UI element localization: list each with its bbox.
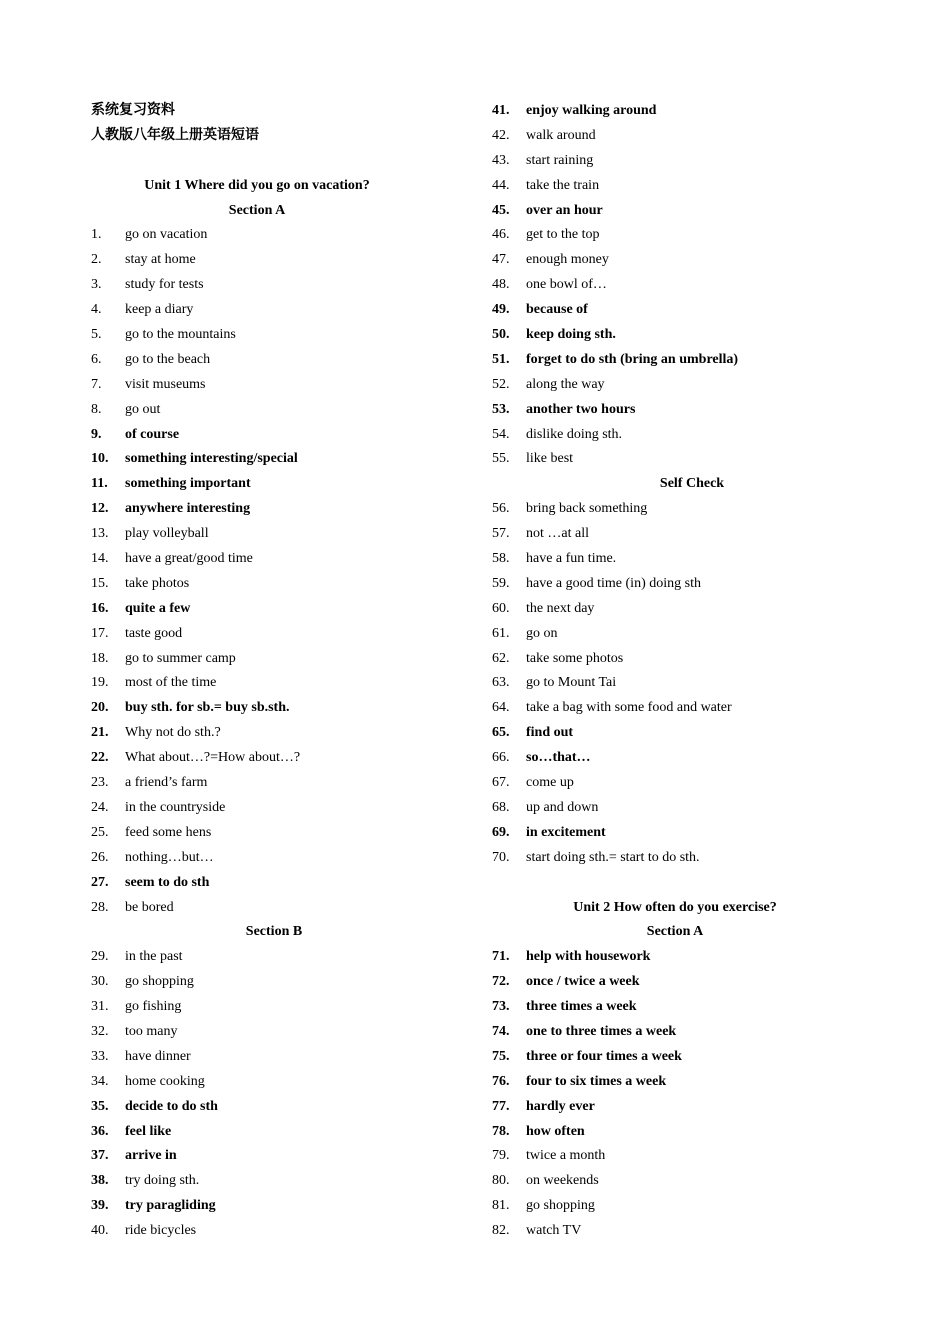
phrase-number: 52. bbox=[492, 376, 510, 392]
phrase-text: enough money bbox=[526, 252, 609, 268]
phrase-item bbox=[492, 1020, 892, 1045]
self-check-heading: Self Check bbox=[659, 476, 725, 492]
phrase-number: 68. bbox=[492, 799, 510, 815]
phrase-item bbox=[492, 622, 892, 647]
doc-subtitle: 人教版八年级上册英语短语 bbox=[91, 127, 259, 143]
phrase-number: 9. bbox=[91, 426, 102, 442]
phrase-number: 37. bbox=[91, 1148, 109, 1164]
phrase-number: 64. bbox=[492, 700, 510, 716]
phrase-text: get to the top bbox=[526, 227, 600, 243]
phrase-item bbox=[492, 248, 892, 273]
phrase-text: nothing…but… bbox=[125, 849, 214, 865]
phrase-number: 13. bbox=[91, 526, 109, 542]
phrase-number: 23. bbox=[91, 775, 109, 791]
phrase-item bbox=[91, 1120, 457, 1145]
phrase-item bbox=[91, 572, 457, 597]
phrase-text: study for tests bbox=[125, 277, 204, 293]
phrase-number: 43. bbox=[492, 152, 510, 168]
phrase-text: take a bag with some food and water bbox=[526, 700, 732, 716]
phrase-text: keep a diary bbox=[125, 302, 194, 318]
phrase-number: 39. bbox=[91, 1198, 109, 1214]
phrase-text: one bowl of… bbox=[526, 277, 607, 293]
phrase-text: go to the mountains bbox=[125, 327, 236, 343]
phrase-number: 33. bbox=[91, 1048, 109, 1064]
phrase-item bbox=[91, 671, 457, 696]
phrase-number: 74. bbox=[492, 1023, 510, 1039]
phrase-number: 60. bbox=[492, 600, 510, 616]
phrase-number: 49. bbox=[492, 302, 510, 318]
phrase-item bbox=[91, 995, 457, 1020]
phrase-item bbox=[91, 746, 457, 771]
phrase-text: something interesting/special bbox=[125, 451, 298, 467]
phrase-item bbox=[492, 497, 892, 522]
phrase-number: 42. bbox=[492, 127, 510, 143]
phrase-item bbox=[492, 1045, 892, 1070]
phrase-text: once / twice a week bbox=[526, 974, 640, 990]
phrase-item bbox=[492, 298, 892, 323]
phrase-item bbox=[91, 647, 457, 672]
phrase-number: 18. bbox=[91, 650, 109, 666]
phrase-text: go to Mount Tai bbox=[526, 675, 617, 691]
phrase-text: take the train bbox=[526, 177, 600, 193]
phrase-text: try paragliding bbox=[125, 1198, 216, 1214]
phrase-text: along the way bbox=[526, 376, 605, 392]
phrase-number: 73. bbox=[492, 999, 510, 1015]
phrase-text: have dinner bbox=[125, 1048, 191, 1064]
phrase-item bbox=[492, 647, 892, 672]
phrase-text: come up bbox=[526, 775, 574, 791]
phrase-text: start doing sth.= start to do sth. bbox=[526, 849, 700, 865]
phrase-number: 5. bbox=[91, 327, 102, 343]
phrase-list-self-check bbox=[492, 497, 892, 870]
phrase-number: 81. bbox=[492, 1198, 510, 1214]
phrase-item bbox=[492, 671, 892, 696]
phrase-item bbox=[91, 447, 457, 472]
phrase-text: decide to do sth bbox=[125, 1098, 218, 1114]
phrase-number: 77. bbox=[492, 1098, 510, 1114]
phrase-text: too many bbox=[125, 1023, 178, 1039]
phrase-text: have a fun time. bbox=[526, 551, 617, 567]
phrase-item bbox=[91, 223, 457, 248]
phrase-item bbox=[492, 1219, 892, 1244]
phrase-text: start raining bbox=[526, 152, 594, 168]
phrase-text: bring back something bbox=[526, 501, 648, 517]
phrase-number: 58. bbox=[492, 551, 510, 567]
section-a-heading: Section A bbox=[228, 202, 286, 218]
phrase-item bbox=[91, 273, 457, 298]
phrase-item bbox=[91, 846, 457, 871]
phrase-text: go to the beach bbox=[125, 351, 211, 367]
phrase-item bbox=[91, 248, 457, 273]
phrase-number: 59. bbox=[492, 575, 510, 591]
phrase-number: 72. bbox=[492, 974, 510, 990]
phrase-text: seem to do sth bbox=[125, 874, 210, 890]
phrase-number: 70. bbox=[492, 849, 510, 865]
phrase-item bbox=[91, 1020, 457, 1045]
phrase-item bbox=[492, 945, 892, 970]
phrase-list-unit1-section-a bbox=[91, 223, 457, 920]
phrase-number: 21. bbox=[91, 725, 109, 741]
spacer bbox=[492, 871, 892, 896]
phrase-text: feel like bbox=[125, 1123, 172, 1139]
phrase-number: 7. bbox=[91, 376, 102, 392]
phrase-item bbox=[91, 373, 457, 398]
phrase-text: three times a week bbox=[526, 999, 637, 1015]
section-b-heading: Section B bbox=[245, 924, 303, 940]
phrase-number: 1. bbox=[91, 227, 102, 243]
phrase-text: because of bbox=[526, 302, 588, 318]
phrase-text: take photos bbox=[125, 575, 190, 591]
phrase-number: 61. bbox=[492, 625, 510, 641]
phrase-item bbox=[91, 970, 457, 995]
phrase-text: one to three times a week bbox=[526, 1023, 677, 1039]
phrase-number: 78. bbox=[492, 1123, 510, 1139]
phrase-text: take some photos bbox=[526, 650, 624, 666]
phrase-text: help with housework bbox=[526, 949, 651, 965]
phrase-item bbox=[492, 1194, 892, 1219]
phrase-item bbox=[492, 696, 892, 721]
phrase-item bbox=[91, 622, 457, 647]
phrase-text: What about…?=How about…? bbox=[125, 750, 301, 766]
phrase-number: 41. bbox=[492, 103, 510, 118]
phrase-number: 28. bbox=[91, 899, 109, 915]
phrase-number: 32. bbox=[91, 1023, 109, 1039]
phrase-item bbox=[91, 298, 457, 323]
unit2-section-a-heading: Section A bbox=[646, 924, 704, 940]
phrase-text: play volleyball bbox=[125, 526, 209, 542]
phrase-item bbox=[91, 1045, 457, 1070]
phrase-list-unit2-section-a bbox=[492, 945, 892, 1244]
phrase-item bbox=[91, 945, 457, 970]
phrase-item bbox=[91, 696, 457, 721]
phrase-text: go shopping bbox=[526, 1198, 595, 1214]
phrase-item bbox=[492, 597, 892, 622]
phrase-text: most of the time bbox=[125, 675, 217, 691]
phrase-text: go out bbox=[125, 401, 161, 417]
phrase-number: 12. bbox=[91, 501, 109, 517]
phrase-text: up and down bbox=[526, 799, 599, 815]
phrase-text: feed some hens bbox=[125, 824, 212, 840]
phrase-text: home cooking bbox=[125, 1073, 205, 1089]
phrase-item bbox=[492, 373, 892, 398]
phrase-text: in excitement bbox=[526, 824, 606, 840]
phrase-item bbox=[492, 1095, 892, 1120]
phrase-item bbox=[91, 472, 457, 497]
phrase-number: 54. bbox=[492, 426, 510, 442]
phrase-item bbox=[91, 1144, 457, 1169]
phrase-number: 62. bbox=[492, 650, 510, 666]
phrase-list-unit1-section-b bbox=[91, 945, 457, 1244]
phrase-text: in the past bbox=[125, 949, 183, 965]
phrase-number: 75. bbox=[492, 1048, 510, 1064]
phrase-number: 82. bbox=[492, 1223, 510, 1239]
phrase-number: 46. bbox=[492, 227, 510, 243]
phrase-number: 67. bbox=[492, 775, 510, 791]
phrase-number: 71. bbox=[492, 949, 510, 965]
phrase-text: forget to do sth (bring an umbrella) bbox=[526, 351, 739, 367]
phrase-item bbox=[492, 223, 892, 248]
phrase-number: 27. bbox=[91, 874, 109, 890]
phrase-number: 55. bbox=[492, 451, 510, 467]
phrase-number: 65. bbox=[492, 725, 510, 741]
phrase-item bbox=[91, 323, 457, 348]
phrase-item bbox=[492, 99, 892, 124]
phrase-number: 6. bbox=[91, 351, 102, 367]
phrase-item bbox=[492, 1169, 892, 1194]
phrase-number: 57. bbox=[492, 526, 510, 542]
phrase-number: 20. bbox=[91, 700, 109, 716]
phrase-text: go on vacation bbox=[125, 227, 208, 243]
phrase-text: on weekends bbox=[526, 1173, 599, 1189]
phrase-number: 14. bbox=[91, 551, 109, 567]
phrase-item bbox=[91, 896, 457, 921]
phrase-number: 40. bbox=[91, 1223, 109, 1239]
phrase-item bbox=[91, 497, 457, 522]
phrase-number: 36. bbox=[91, 1123, 109, 1139]
phrase-text: a friend’s farm bbox=[125, 775, 208, 791]
phrase-text: in the countryside bbox=[125, 799, 226, 815]
phrase-text: not …at all bbox=[526, 526, 589, 542]
phrase-number: 24. bbox=[91, 799, 109, 815]
phrase-item bbox=[91, 398, 457, 423]
phrase-item bbox=[91, 547, 457, 572]
phrase-number: 34. bbox=[91, 1073, 109, 1089]
phrase-item bbox=[492, 1070, 892, 1095]
phrase-item bbox=[492, 522, 892, 547]
phrase-number: 2. bbox=[91, 252, 102, 268]
phrase-text: taste good bbox=[125, 625, 183, 641]
phrase-number: 3. bbox=[91, 277, 102, 293]
phrase-text: something important bbox=[125, 476, 251, 492]
phrase-text: anywhere interesting bbox=[125, 501, 251, 517]
phrase-number: 17. bbox=[91, 625, 109, 641]
phrase-text: over an hour bbox=[526, 202, 603, 218]
phrase-item bbox=[91, 1219, 457, 1244]
spacer bbox=[91, 149, 457, 174]
phrase-item bbox=[492, 1120, 892, 1145]
phrase-text: like best bbox=[526, 451, 574, 467]
phrase-item bbox=[91, 348, 457, 373]
phrase-text: dislike doing sth. bbox=[526, 426, 623, 442]
phrase-number: 16. bbox=[91, 600, 109, 616]
phrase-text: watch TV bbox=[526, 1223, 582, 1239]
phrase-item bbox=[492, 423, 892, 448]
phrase-text: go shopping bbox=[125, 974, 194, 990]
phrase-number: 26. bbox=[91, 849, 109, 865]
phrase-number: 19. bbox=[91, 675, 109, 691]
phrase-text: quite a few bbox=[125, 600, 191, 616]
phrase-number: 50. bbox=[492, 327, 510, 343]
phrase-number: 22. bbox=[91, 750, 109, 766]
phrase-number: 8. bbox=[91, 401, 102, 417]
unit1-heading: Unit 1 Where did you go on vacation? bbox=[144, 177, 370, 193]
phrase-text: another two hours bbox=[526, 401, 636, 417]
phrase-item bbox=[91, 1169, 457, 1194]
phrase-number: 48. bbox=[492, 277, 510, 293]
phrase-text: three or four times a week bbox=[526, 1048, 682, 1064]
phrase-text: how often bbox=[526, 1123, 585, 1139]
phrase-number: 80. bbox=[492, 1173, 510, 1189]
phrase-item bbox=[492, 547, 892, 572]
phrase-number: 79. bbox=[492, 1148, 510, 1164]
phrase-text: the next day bbox=[526, 600, 595, 616]
phrase-item bbox=[91, 423, 457, 448]
phrase-text: walk around bbox=[526, 127, 596, 143]
phrase-item bbox=[91, 796, 457, 821]
phrase-item bbox=[492, 398, 892, 423]
phrase-text: four to six times a week bbox=[526, 1073, 667, 1089]
right-column bbox=[492, 99, 892, 1244]
phrase-text: have a great/good time bbox=[125, 551, 253, 567]
phrase-item bbox=[492, 746, 892, 771]
phrase-text: stay at home bbox=[125, 252, 196, 268]
phrase-number: 47. bbox=[492, 252, 510, 268]
phrase-number: 38. bbox=[91, 1173, 109, 1189]
phrase-number: 69. bbox=[492, 824, 510, 840]
phrase-item bbox=[91, 771, 457, 796]
phrase-item bbox=[91, 1095, 457, 1120]
phrase-number: 51. bbox=[492, 351, 510, 367]
phrase-number: 35. bbox=[91, 1098, 109, 1114]
phrase-item bbox=[492, 796, 892, 821]
phrase-text: hardly ever bbox=[526, 1098, 595, 1114]
phrase-number: 30. bbox=[91, 974, 109, 990]
phrase-number: 63. bbox=[492, 675, 510, 691]
phrase-item bbox=[492, 572, 892, 597]
phrase-item bbox=[492, 447, 892, 472]
phrase-item bbox=[492, 995, 892, 1020]
phrase-number: 45. bbox=[492, 202, 510, 218]
phrase-number: 15. bbox=[91, 575, 109, 591]
phrase-text: have a good time (in) doing sth bbox=[526, 575, 701, 591]
phrase-text: find out bbox=[526, 725, 574, 741]
phrase-text: of course bbox=[125, 426, 180, 442]
phrase-text: ride bicycles bbox=[125, 1223, 197, 1239]
left-column bbox=[91, 99, 457, 1244]
phrase-item bbox=[492, 174, 892, 199]
phrase-item bbox=[492, 771, 892, 796]
phrase-text: go fishing bbox=[125, 999, 182, 1015]
phrase-item bbox=[492, 323, 892, 348]
phrase-item bbox=[492, 970, 892, 995]
phrase-item bbox=[91, 1194, 457, 1219]
phrase-number: 29. bbox=[91, 949, 109, 965]
phrase-list-unit1-section-b-continued bbox=[492, 99, 892, 472]
phrase-text: Why not do sth.? bbox=[125, 725, 221, 741]
phrase-number: 44. bbox=[492, 177, 510, 193]
phrase-item bbox=[492, 124, 892, 149]
phrase-item bbox=[492, 846, 892, 871]
phrase-item bbox=[492, 149, 892, 174]
phrase-number: 10. bbox=[91, 451, 109, 467]
phrase-number: 76. bbox=[492, 1073, 510, 1089]
phrase-text: arrive in bbox=[125, 1148, 177, 1164]
phrase-number: 56. bbox=[492, 501, 510, 517]
phrase-text: be bored bbox=[125, 899, 174, 915]
phrase-number: 53. bbox=[492, 401, 510, 417]
phrase-text: go on bbox=[526, 625, 558, 641]
phrase-number: 11. bbox=[91, 476, 108, 492]
phrase-item bbox=[492, 1144, 892, 1169]
phrase-item bbox=[91, 1070, 457, 1095]
phrase-number: 25. bbox=[91, 824, 109, 840]
phrase-text: so…that… bbox=[526, 750, 591, 766]
phrase-number: 4. bbox=[91, 302, 102, 318]
phrase-text: keep doing sth. bbox=[526, 327, 616, 343]
phrase-text: try doing sth. bbox=[125, 1173, 200, 1189]
phrase-text: go to summer camp bbox=[125, 650, 236, 666]
phrase-item bbox=[91, 522, 457, 547]
phrase-item bbox=[492, 273, 892, 298]
phrase-text: visit museums bbox=[125, 376, 206, 392]
phrase-item bbox=[91, 597, 457, 622]
phrase-item bbox=[492, 721, 892, 746]
phrase-item bbox=[492, 821, 892, 846]
unit2-heading: Unit 2 How often do you exercise? bbox=[573, 899, 777, 915]
phrase-item bbox=[492, 348, 892, 373]
phrase-number: 31. bbox=[91, 999, 109, 1015]
doc-title: 系统复习资料 bbox=[91, 103, 175, 118]
phrase-number: 66. bbox=[492, 750, 510, 766]
phrase-item bbox=[492, 199, 892, 224]
phrase-item bbox=[91, 721, 457, 746]
phrase-text: enjoy walking around bbox=[526, 103, 657, 118]
phrase-text: buy sth. for sb.= buy sb.sth. bbox=[125, 700, 290, 716]
phrase-item bbox=[91, 871, 457, 896]
phrase-text: twice a month bbox=[526, 1148, 606, 1164]
phrase-item bbox=[91, 821, 457, 846]
